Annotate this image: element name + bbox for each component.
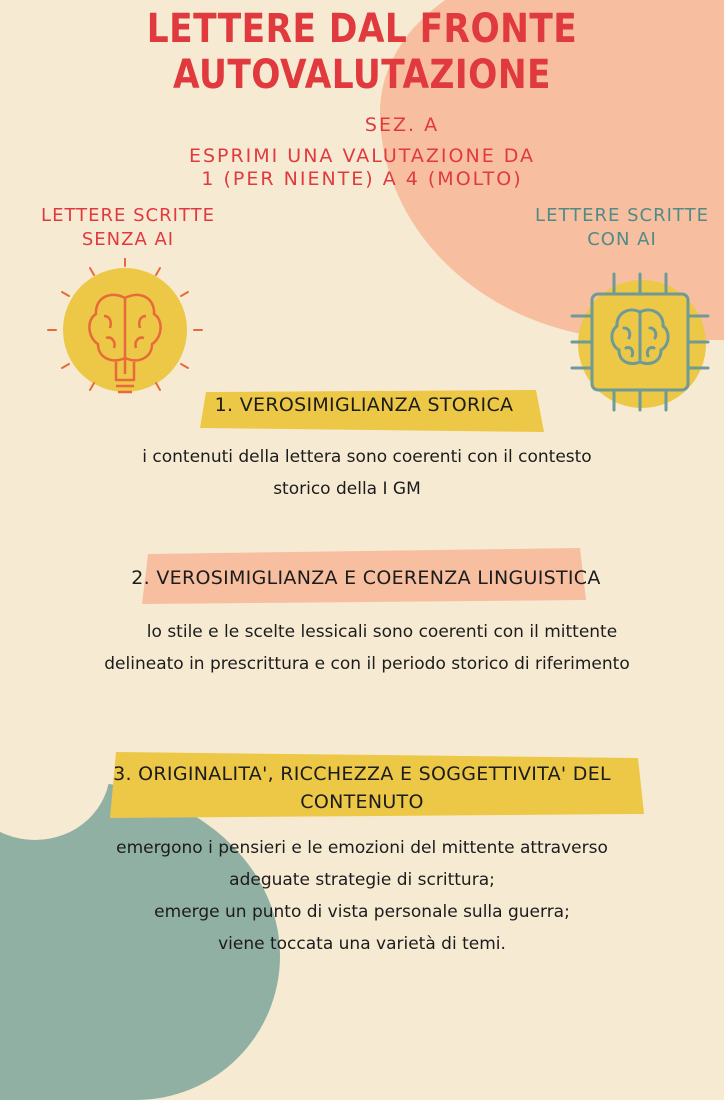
label-with-ai: LETTERE SCRITTE CON AI xyxy=(535,205,709,250)
criterion-2-heading: 2. VEROSIMIGLIANZA E COERENZA LINGUISTICA xyxy=(131,567,601,589)
criterion-1-description: i contenuti della lettera sono coerenti con il contesto storico della I GM xyxy=(142,447,592,499)
criterion-3-heading: 3. ORIGINALITA', RICCHEZZA E SOGGETTIVITA' DEL CONTENUTO xyxy=(113,763,611,813)
title-line-1: LETTERE DAL FRONTE xyxy=(146,6,578,52)
instructions-line-1: ESPRIMI UNA VALUTAZIONE DA xyxy=(188,145,536,167)
instructions xyxy=(0,145,724,191)
page-title xyxy=(51,6,674,98)
criterion-3-description: emergono i pensieri e le emozioni del mittente attraverso adeguate strategie di scrittura; emerge un punto di vista personale sulla guerra; viene toccata una varietà di temi. xyxy=(116,838,608,954)
instructions-line-2: 1 (PER NIENTE) A 4 (MOLTO) xyxy=(201,168,523,190)
brain-lightbulb-icon xyxy=(40,258,210,408)
criterion-1-heading: 1. VEROSIMIGLIANZA STORICA xyxy=(214,394,514,416)
label-without-ai: LETTERE SCRITTE SENZA AI xyxy=(41,205,215,250)
criterion-2-description: lo stile e le scelte lessicali sono coerenti con il mittente delineato in prescrittura e con il periodo storico di riferimento xyxy=(104,622,630,674)
section-label: SEZ. A xyxy=(364,114,440,136)
title-line-2: AUTOVALUTAZIONE xyxy=(173,52,551,98)
